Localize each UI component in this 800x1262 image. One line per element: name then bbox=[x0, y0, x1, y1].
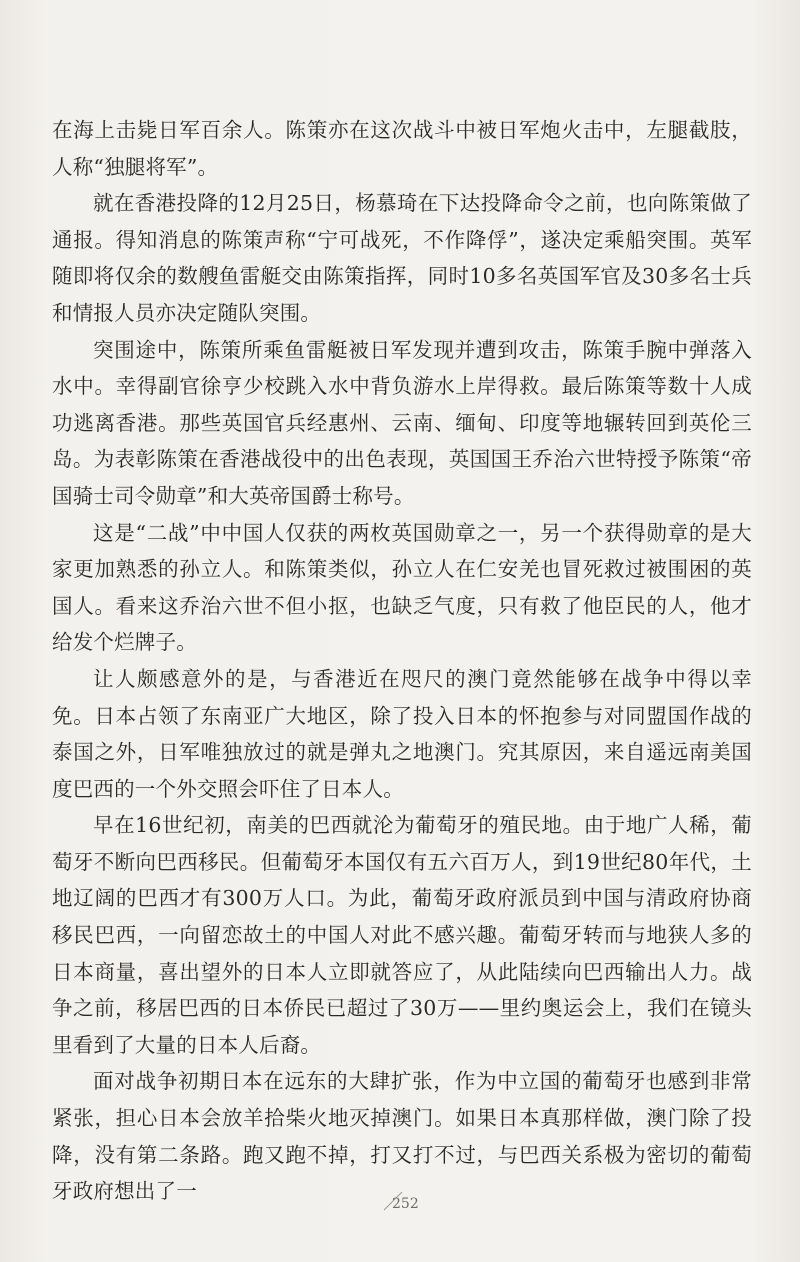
paragraph-7: 面对战争初期日本在远东的大肆扩张，作为中立国的葡萄牙也感到非常紧张，担心日本会放羊拾柴火地灭掉澳门。如果日本真那样做，澳门除了投降，没有第二条路。跑又跑不掉，打又打不过，与巴西关系极为密切的葡萄牙政府想出了一 bbox=[52, 1069, 752, 1204]
paragraph-6: 早在16世纪初，南美的巴西就沦为葡萄牙的殖民地。由于地广人稀，葡萄牙不断向巴西移民。但葡萄牙本国仅有五六百万人，到19世纪80年代，土地辽阔的巴西才有300万人口。为此，葡萄牙政府派员到中国与清政府协商移民巴西，一向留恋故土的中国人对此不感兴趣。葡萄牙转而与地狭人多的日本商量，喜出望外的日本人立即就答应了，从此陆续向巴西输出人力。战争之前，移居巴西的日本侨民已超过了30万——里约奥运会上，我们在镜头里看到了大量的日本人后裔。 bbox=[52, 813, 752, 1057]
paragraph-5: 让人颇感意外的是，与香港近在咫尺的澳门竟然能够在战争中得以幸免。日本占领了东南亚广大地区，除了投入日本的怀抱参与对同盟国作战的泰国之外，日军唯独放过的就是弹丸之地澳门。究其原因，来自遥远南美国度巴西的一个外交照会吓住了日本人。 bbox=[52, 666, 752, 801]
page-number: 252 bbox=[392, 1196, 419, 1212]
paragraph-1: 在海上击毙日军百余人。陈策亦在这次战斗中被日军炮火击中，左腿截肢，人称“独腿将军”。 bbox=[52, 118, 752, 179]
paragraph-3: 突围途中，陈策所乘鱼雷艇被日军发现并遭到攻击，陈策手腕中弹落入水中。幸得副官徐亨少校跳入水中背负游水上岸得救。最后陈策等数十人成功逃离香港。那些英国官兵经惠州、云南、缅甸、印度等地辗转回到英伦三岛。为表彰陈策在香港战役中的出色表现，英国国王乔治六世特授予陈策“帝国骑士司令勋章”和大英帝国爵士称号。 bbox=[52, 337, 752, 508]
paragraph-4: 这是“二战”中中国人仅获的两枚英国勋章之一，另一个获得勋章的是大家更加熟悉的孙立人。和陈策类似，孙立人在仁安羌也冒死救过被围困的英国人。看来这乔治六世不但小抠，也缺乏气度，只有救了他臣民的人，他才给发个烂牌子。 bbox=[52, 520, 752, 655]
body-text bbox=[52, 112, 752, 1210]
paragraph-2: 就在香港投降的12月25日，杨慕琦在下达投降命令之前，也向陈策做了通报。得知消息的陈策声称“宁可战死，不作降俘”，遂决定乘船突围。英军随即将仅余的数艘鱼雷艇交由陈策指挥，同时10多名英国军官及30多名士兵和情报人员亦决定随队突围。 bbox=[52, 191, 752, 325]
